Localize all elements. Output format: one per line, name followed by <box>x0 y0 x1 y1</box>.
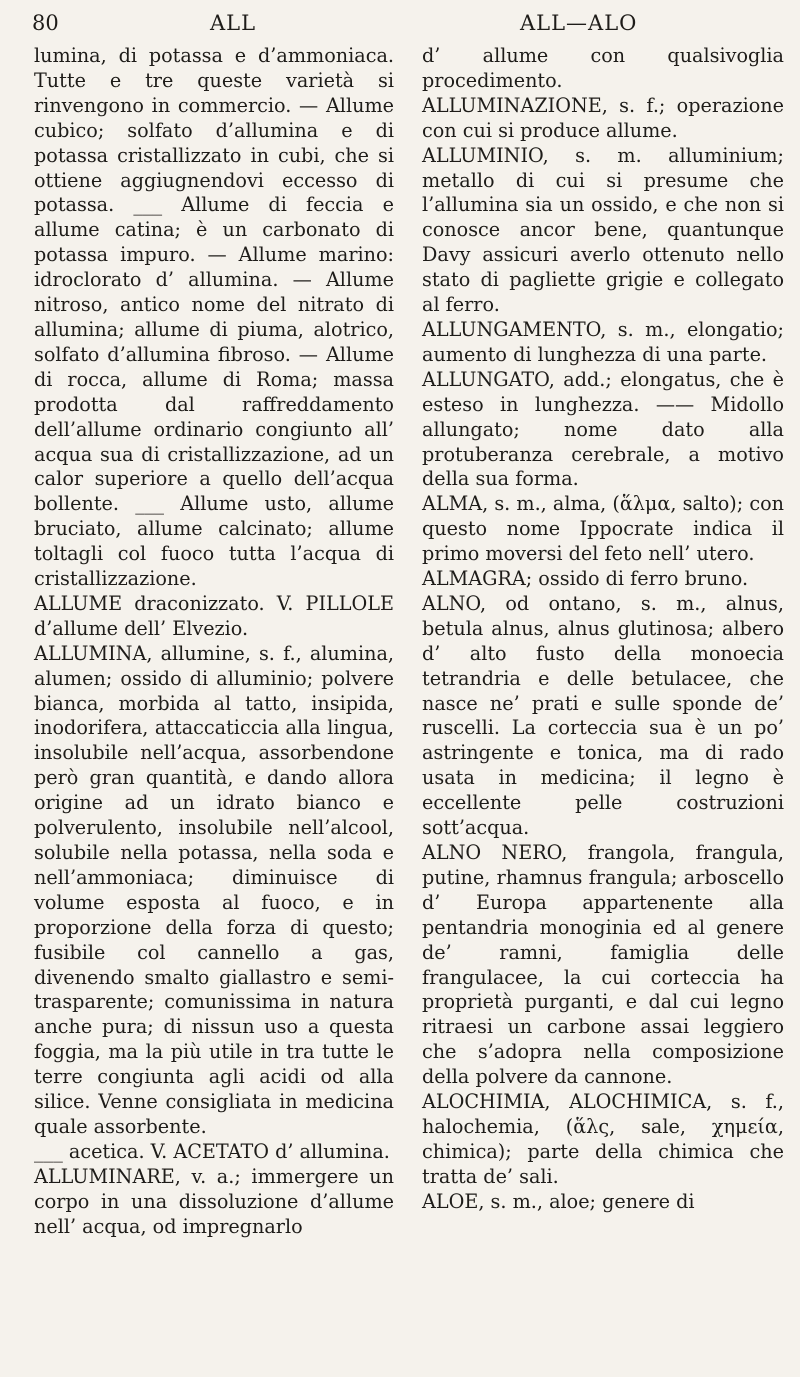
entry-allungamento: ALLUNGAMENTO, s. m., elongatio; aumento di lunghezza di una parte. <box>422 317 784 366</box>
left-column <box>34 44 394 1240</box>
left-running-head: ALL <box>210 11 257 35</box>
entry-alluminare-continued: d’ allume con qualsivoglia procedimento. <box>422 44 784 92</box>
running-header <box>0 8 800 38</box>
entry-alluminare: ALLUMINARE, v. a.; immergere un corpo in una dissoluzione d’allume nell’ acqua, od impregnarlo <box>34 1164 394 1238</box>
entry-allume-draconizzato: ALLUME draconizzato. V. PILLOLE d’allume dell’ Elvezio. <box>34 591 394 640</box>
entry-allumina-acetica: ___ acetica. V. ACETATO d’ allumina. <box>34 1139 390 1163</box>
entry-alno-nero: ALNO NERO, frangola, frangula, putine, rhamnus frangula; arboscello d’ Europa appartenente alla pentandria monoginia ed al genere de’ ramni, famiglia delle frangulacee, la cui corteccia ha proprietà purganti, e dal cui legno ritraesi un carbone assai leggiero che s’adopra nella composizione della polvere da cannone. <box>422 841 784 1089</box>
entry-alluminazione: ALLUMINAZIONE, s. f.; operazione con cui si produce allume. <box>422 93 784 142</box>
right-running-head: ALL—ALO <box>520 11 638 35</box>
entry-alma: ALMA, s. m., alma, (ἅλμα, salto); con questo nome Ippocrate indica il primo moversi del feto nell’ utero. <box>422 492 784 566</box>
entry-alluminio: ALLUMINIO, s. m. alluminium; metallo di cui si presume che l’allumina sia un ossido, e che non si conosce ancor bene, quantunque Davy assicuri averlo ottenuto nello stato di pagliette grigie e collegato al ferro. <box>422 143 784 317</box>
entry-allumina: ALLUMINA, allumine, s. f., alumina, alumen; ossido di alluminio; polvere bianca, morbida al tatto, insipida, inodorifera, attaccaticcia alla lingua, insolubile nell’acqua, assorbendone però gran quantità, e dando allora origine ad un idrato bianco e polverulento, insolubile nell’alcool, solubile nella potassa, nella soda e nell’ammoniaca; diminuisce di volume esposta al fuoco, e in proporzione della forza di questo; fusibile col cannello a gas, divenendo smalto giallastro e semi-trasparente; comunissima in natura anche pura; di nissun uso a questa foggia, ma la più utile in tra tutte le terre congiunta agli acidi od alla silice. Venne consigliata in medicina quale assorbente. <box>34 641 394 1138</box>
page-number: 80 <box>32 11 59 35</box>
entry-allungato: ALLUNGATO, add.; elongatus, che è esteso in lunghezza. —— Midollo allungato; nome dato alla protuberanza cerebrale, a motivo della sua forma. <box>422 367 784 491</box>
right-column <box>422 44 784 1215</box>
entry-aloe: ALOE, s. m., aloe; genere di <box>422 1189 695 1213</box>
entry-alochimia: ALOCHIMIA, ALOCHIMICA, s. f., halochemia, (ἅλς, sale, χημεία, chimica); parte della chimica che tratta de’ sali. <box>422 1090 784 1188</box>
entry-alno: ALNO, od ontano, s. m., alnus, betula alnus, alnus glutinosa; albero d’ alto fusto della monoecia tetrandria e delle betulacee, che nasce ne’ prati e sulle sponde de’ ruscelli. La corteccia sua è un po’ astringente e tonica, ma di rado usata in medicina; il legno è eccellente pelle costruzioni sott’acqua. <box>422 591 784 840</box>
entry-allume-continued: lumina, di potassa e d’ammoniaca. Tutte e tre queste varietà si rinvengono in commercio. — Allume cubico; solfato d’allumina e di potassa cristallizzato in cubi, che si ottiene aggiugnendovi eccesso di potassa. ___ Allume di feccia e allume catina; è un carbonato di potassa impuro. — Allume marino: idroclorato d’ allumina. — Allume nitroso, antico nome del nitrato di allumina; allume di piuma, alotrico, solfato d’allumina fibroso. — Allume di rocca, allume di Roma; massa prodotta dal raffreddamento dell’allume ordinario congiunto all’ acqua sua di cristallizzazione, ad un calor superiore a quello dell’acqua bollente. ___ Allume usto, allume bruciato, allume calcinato; allume toltagli col fuoco tutta l’acqua di cristallizzazione. <box>34 44 394 591</box>
entry-almagra: ALMAGRA; ossido di ferro bruno. <box>422 567 749 591</box>
